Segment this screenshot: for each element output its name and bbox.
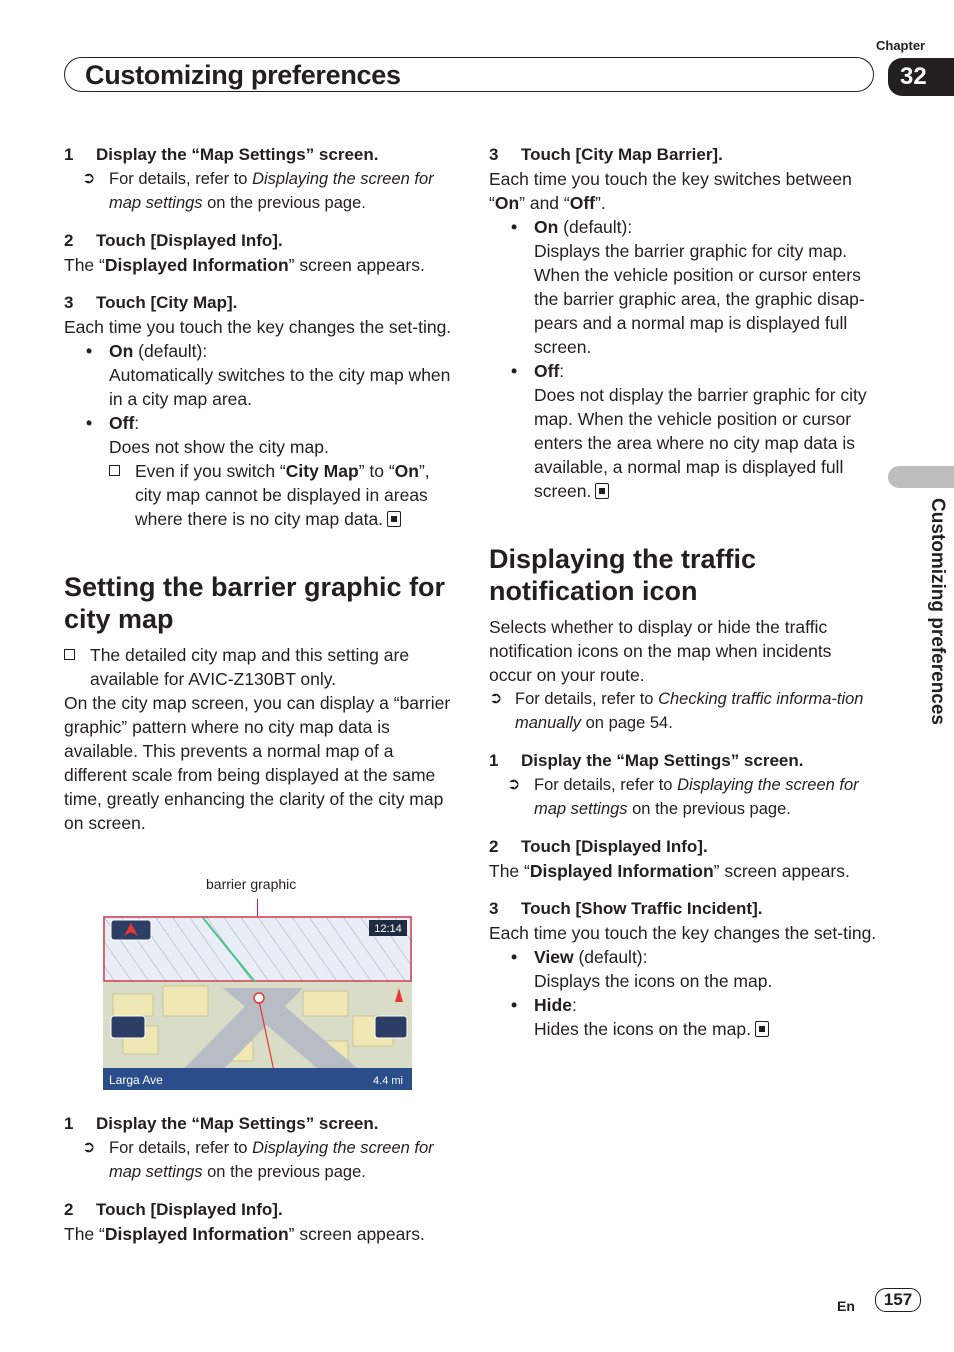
reference-note: ➲ For details, refer to Displaying the screen for map settings on the previous page.: [64, 1136, 454, 1184]
step-text: Each time you touch the key switches between “On” and “Off”.: [489, 169, 852, 213]
option-item: • Off:: [86, 413, 140, 433]
street-name: Larga Ave: [109, 1073, 163, 1087]
step-text: The “Displayed Information” screen appears.: [64, 1224, 425, 1244]
end-mark-icon: [755, 1021, 769, 1037]
step-heading: 2 Touch [Displayed Info].: [489, 837, 708, 856]
map-screenshot: [103, 916, 412, 1090]
bullet-icon: •: [511, 995, 518, 1015]
step-text: The “Displayed Information” screen appears.: [64, 255, 425, 275]
left-column: [64, 143, 454, 835]
caption-leader-line: [257, 899, 258, 917]
option-item: • View (default):: [511, 947, 648, 967]
option-description: Automatically switches to the city map when in a city map area.: [109, 365, 451, 409]
option-item: • Hide:: [511, 995, 577, 1015]
right-column: [489, 143, 879, 1041]
section-text: On the city map screen, you can display a “barrier graphic” pattern where no city map data is available. This prevents a normal map of a different scale from being displayed at the same time, greatly enhancing the clarity of the city map on screen.: [64, 693, 451, 833]
step-heading: 3 Touch [City Map Barrier].: [489, 145, 723, 164]
step-text: Each time you touch the key changes the set-ting.: [489, 923, 877, 943]
option-description: Displays the barrier graphic for city map. When the vehicle position or cursor enters the barrier graphic area, the graphic disap-pears and a normal map is displayed full screen.: [534, 241, 865, 357]
language-label: En: [837, 1298, 855, 1314]
reference-note: ➲ For details, refer to Displaying the screen for map settings on the previous page.: [489, 773, 879, 821]
chapter-number-badge: 32: [888, 58, 954, 96]
cross-reference-link[interactable]: Displaying the screen for map settings: [534, 776, 859, 818]
page-number: 157: [875, 1288, 921, 1312]
end-mark-icon: [595, 483, 609, 499]
bullet-icon: •: [86, 341, 93, 361]
option-item: • Off:: [511, 361, 565, 381]
section-text: Selects whether to display or hide the traffic notification icons on the map when incidents occur on your route.: [489, 617, 832, 685]
page-title: Customizing preferences: [85, 60, 401, 90]
chapter-label: Chapter: [876, 38, 926, 53]
vehicle-position-icon: [254, 993, 264, 1003]
option-description: Does not show the city map.: [109, 437, 329, 457]
step-heading: 1 Display the “Map Settings” screen.: [64, 145, 379, 164]
distance-readout: 4.4 mi: [373, 1075, 403, 1087]
end-mark-icon: [387, 511, 401, 527]
figure-caption: barrier graphic: [206, 876, 297, 892]
checkbox-icon: [109, 465, 120, 476]
arrow-icon: ➲: [489, 690, 503, 707]
cross-reference-link[interactable]: Displaying the screen for map settings: [109, 170, 434, 212]
option-description: Displays the icons on the map.: [534, 971, 773, 991]
step-heading: 2 Touch [Displayed Info].: [64, 231, 283, 250]
bullet-icon: •: [511, 217, 518, 237]
step-heading: 3 Touch [City Map].: [64, 293, 238, 312]
option-description: Hides the icons on the map.: [489, 1017, 879, 1041]
step-text: Each time you touch the key changes the set-ting.: [64, 317, 452, 337]
arrow-icon: ➲: [82, 170, 96, 187]
menu-button[interactable]: [111, 1016, 145, 1038]
reference-note: ➲ For details, refer to Displaying the screen for map settings on the previous page.: [64, 167, 454, 215]
step-heading: 1 Display the “Map Settings” screen.: [64, 1114, 379, 1133]
left-column-lower: [64, 1112, 454, 1246]
section-heading: Setting the barrier graphic for city map: [64, 572, 446, 634]
checkbox-icon: [64, 649, 75, 660]
bullet-icon: •: [511, 361, 518, 381]
step-text: The “Displayed Information” screen appears.: [489, 861, 850, 881]
cross-reference-link[interactable]: Displaying the screen for map settings: [109, 1139, 434, 1181]
clock-time: 12:14: [374, 923, 402, 935]
step-heading: 3 Touch [Show Traffic Incident].: [489, 899, 763, 918]
option-item: • On (default):: [511, 217, 633, 237]
bullet-icon: •: [86, 413, 93, 433]
side-tab-text: Customizing preferences: [927, 498, 948, 725]
sub-note: Even if you switch “City Map” to “On”, city map cannot be displayed in areas where there is no city map data.: [64, 459, 454, 531]
reference-note: ➲ For details, refer to Checking traffic informa-tion manually on page 54.: [489, 687, 879, 735]
arrow-icon: ➲: [82, 1139, 96, 1156]
step-heading: 1 Display the “Map Settings” screen.: [489, 751, 804, 770]
shortcut-button[interactable]: [375, 1016, 407, 1038]
step-heading: 2 Touch [Displayed Info].: [64, 1200, 283, 1219]
arrow-icon: ➲: [507, 776, 521, 793]
side-tab-marker: [888, 466, 954, 488]
section-heading: Displaying the traffic notification icon: [489, 544, 757, 606]
bullet-icon: •: [511, 947, 518, 967]
option-description: Does not display the barrier graphic for city map. When the vehicle position or cursor enters the area where no city map data is available, a normal map is displayed full screen.: [534, 385, 867, 501]
cross-reference-link[interactable]: Checking traffic informa-tion manually: [515, 690, 864, 732]
box-note: The detailed city map and this setting are available for AVIC-Z130BT only.: [64, 643, 454, 691]
option-item: • On (default):: [86, 341, 208, 361]
